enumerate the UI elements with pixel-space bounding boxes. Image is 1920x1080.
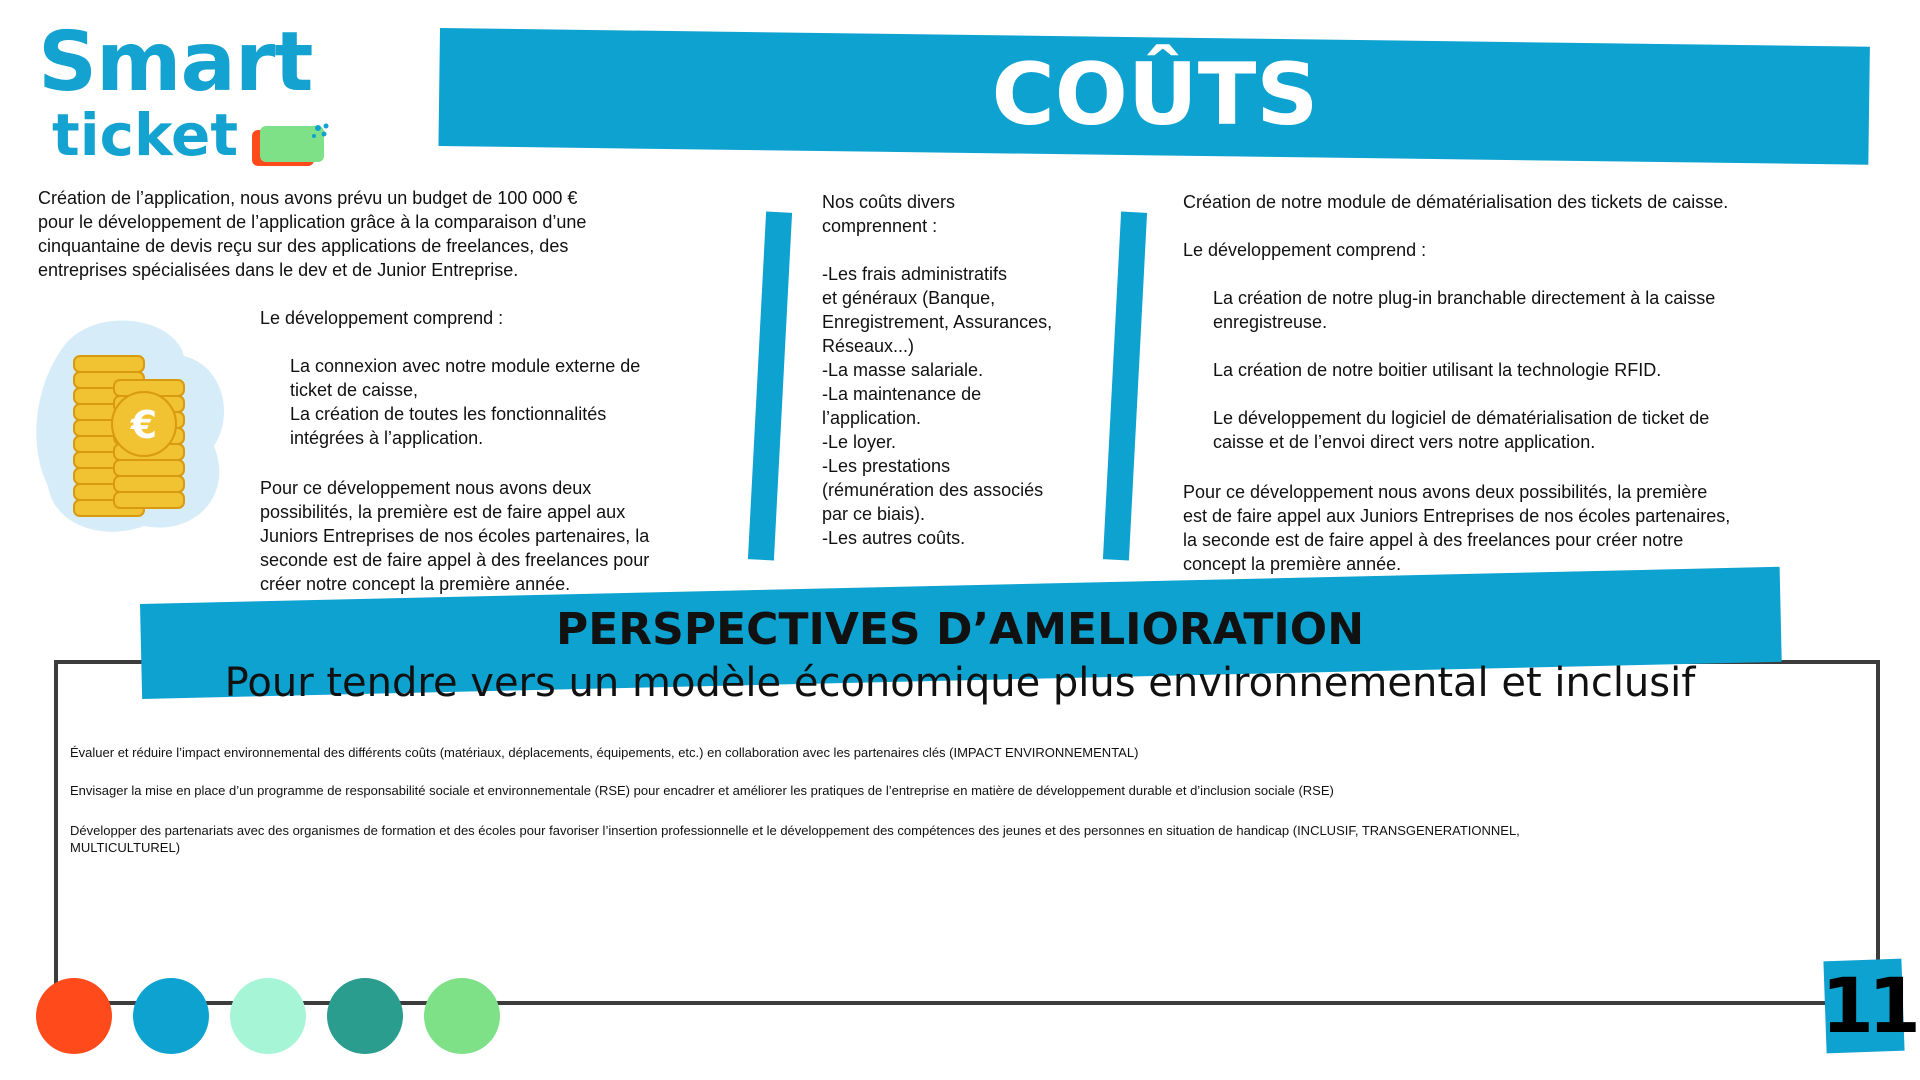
color-dot-orange [36,978,112,1054]
page-number: 11 [1821,961,1915,1050]
perspective-item: Envisager la mise en place d’un programme de responsabilité sociale et environnementale (RSE) pour encadrer et améliorer les pratiques de l’entreprise en matière de développement durable et d’inclusion sociale (RSE) [70,783,1334,798]
logo-word-smart: Smart [38,15,313,110]
module-development-heading: Le développement comprend : [1183,240,1427,260]
ticket-card-icon [250,122,330,168]
color-dot-blue [133,978,209,1054]
app-development-heading: Le développement comprend : [260,308,504,328]
various-costs-list: Nos coûts divers comprennent : -Les frais administratifs et généraux (Banque, Enregistrement, Assurances, Réseaux...) -La masse salariale. -La maintenance de l’application. -Le loyer. -Les prestations (rémunération des associés par ce biais). -Les autres coûts. [822,192,1053,548]
module-development-items: La création de notre plug-in branchable directement à la caisse enregistreuse. La création de notre boitier utilisant la technologie RFID. Le développement du logiciel de dématérialisation de ticket de caisse et de l’envoi direct vers notre application. [1213,288,1716,452]
perspectives-title: PERSPECTIVES D’AMELIORATION [555,604,1365,655]
app-development-possibilities: Pour ce développement nous avons deux possibilités, la première est de faire appel aux Juniors Entreprises de nos écoles partenaires, la seconde est de faire appel à des freelances pour créer notre concept la première année. [260,478,650,594]
development-budget-intro: Création de l’application, nous avons prévu un budget de 100 000 € pour le développement de l’application grâce à la comparaison d’une cinquantaine de devis reçu sur des applications de freelances, des entreprises spécialisées dans le dev et de Junior Entreprise. [38,188,587,280]
module-intro: Création de notre module de dématérialisation des tickets de caisse. [1183,192,1729,212]
page-title: COÛTS [991,45,1319,145]
module-development-possibilities: Pour ce développement nous avons deux possibilités, la première est de faire appel aux Juniors Entreprises de nos écoles partenaires, la seconde est de faire appel à des freelances pour créer notre concept la première année. [1183,482,1731,574]
color-dot-green [424,978,500,1054]
perspective-item: Développer des partenariats avec des organismes de formation et des écoles pour favoriser l’insertion professionnelle et le développement des compétences des jeunes et des personnes en situation de handicap (INCLUSIF, TRANSGENERATIONNEL, MULTICULTUREL) [70,823,1520,855]
color-dot-mint [230,978,306,1054]
app-development-items: La connexion avec notre module externe de ticket de caisse, La création de toutes les fonctionnalités intégrées à l’application. [290,356,641,448]
color-dot-teal [327,978,403,1054]
column-divider [748,212,792,561]
perspectives-subtitle: Pour tendre vers un modèle économique plus environnemental et inclusif [224,660,1696,706]
logo-word-ticket: ticket [52,101,239,169]
perspective-item: Évaluer et réduire l’impact environnemental des différents coûts (matériaux, déplacements, équipements, etc.) en collaboration avec les partenaires clés (IMPACT ENVIRONNEMENTAL) [70,745,1139,760]
column-divider [1103,212,1147,561]
euro-coins-icon [34,306,234,546]
smart-ticket-logo [38,15,338,169]
svg-text:€: € [130,403,158,447]
